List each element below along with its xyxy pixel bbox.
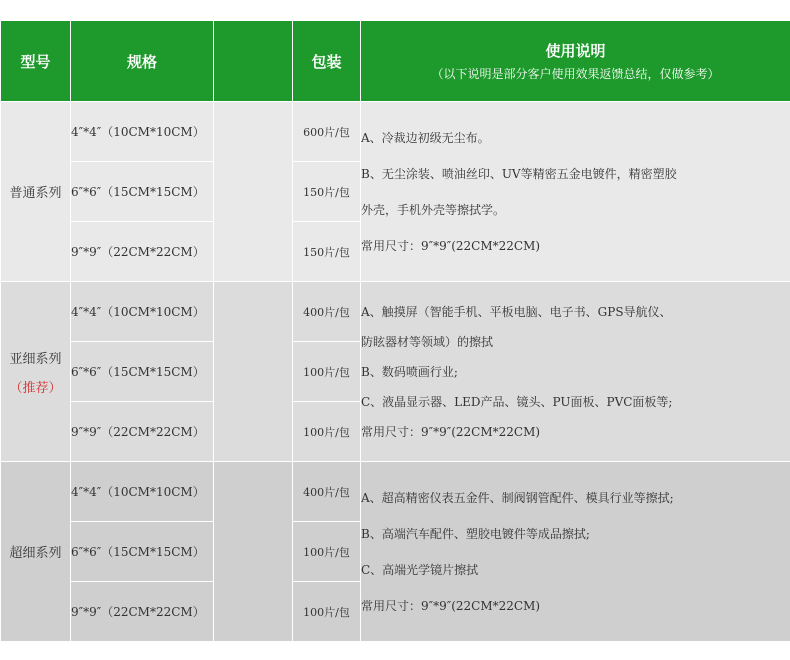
series-cell	[1, 102, 71, 282]
usage-note: （以下说明是部分客户使用效果返馈总结，仅做参考）	[431, 67, 720, 81]
pack-cell: 150片/包	[293, 222, 361, 282]
blank-cell	[214, 462, 293, 642]
table-header-row	[1, 21, 790, 102]
table-row	[1, 462, 790, 522]
pack-cell: 100片/包	[293, 342, 361, 402]
table-row	[1, 102, 790, 162]
header-usage	[361, 21, 790, 102]
series-cell	[1, 462, 71, 642]
size-cell: 6″*6″（15CM*15CM）	[71, 342, 214, 402]
usage-line: B、无尘涂装、喷油丝印、UV等精密五金电镀件，精密塑胶	[361, 166, 677, 181]
size-cell: 6″*6″（15CM*15CM）	[71, 162, 214, 222]
header-pack: 包装	[293, 21, 361, 102]
series-cell	[1, 282, 71, 462]
pack-cell: 100片/包	[293, 522, 361, 582]
pack-cell: 400片/包	[293, 462, 361, 522]
usage-cell	[361, 282, 790, 462]
spec-table	[0, 20, 790, 642]
size-cell: 9″*9″（22CM*22CM）	[71, 582, 214, 642]
usage-line: 常用尺寸：9″*9″(22CM*22CM)	[361, 424, 541, 439]
usage-line: 常用尺寸：9″*9″(22CM*22CM)	[361, 238, 541, 253]
series-name: 普通系列	[9, 186, 62, 201]
size-cell: 4″*4″（10CM*10CM）	[71, 462, 214, 522]
usage-line: C、液晶显示器、LED产品、镜头、PU面板、PVC面板等;	[361, 394, 673, 409]
size-cell: 9″*9″（22CM*22CM）	[71, 222, 214, 282]
blank-cell	[214, 282, 293, 462]
pack-cell: 100片/包	[293, 402, 361, 462]
usage-line: 外壳，手机外壳等擦拭学。	[361, 202, 506, 217]
header-model: 型号	[1, 21, 71, 102]
series-name: 超细系列	[9, 546, 62, 561]
size-cell: 4″*4″（10CM*10CM）	[71, 282, 214, 342]
header-blank	[214, 21, 293, 102]
size-cell: 9″*9″（22CM*22CM）	[71, 402, 214, 462]
blank-cell	[214, 102, 293, 282]
usage-line: A、超高精密仪表五金件、制阀钢管配件、模具行业等擦拭;	[361, 490, 674, 505]
pack-cell: 100片/包	[293, 582, 361, 642]
table-row	[1, 282, 790, 342]
usage-title: 使用说明	[545, 42, 606, 60]
size-cell: 6″*6″（15CM*15CM）	[71, 522, 214, 582]
usage-line: C、高端光学镜片擦拭	[361, 562, 479, 577]
pack-cell: 150片/包	[293, 162, 361, 222]
usage-line: 常用尺寸：9″*9″(22CM*22CM)	[361, 598, 541, 613]
pack-cell: 400片/包	[293, 282, 361, 342]
size-cell: 4″*4″（10CM*10CM）	[71, 102, 214, 162]
usage-line: A、触摸屏（智能手机、平板电脑、电子书、GPS导航仪、	[361, 304, 672, 319]
usage-line: 防眩器材等领域）的擦拭	[361, 334, 494, 349]
series-name: 亚细系列	[9, 351, 62, 367]
usage-line: B、高端汽车配件、塑胶电镀件等成品擦拭;	[361, 526, 590, 541]
usage-cell	[361, 102, 790, 282]
header-spec: 规格	[71, 21, 214, 102]
pack-cell: 600片/包	[293, 102, 361, 162]
usage-line: A、冷裁边初级无尘布。	[361, 130, 490, 145]
usage-cell	[361, 462, 790, 642]
usage-line: B、数码喷画行业;	[361, 364, 458, 379]
recommend-label: （推荐）	[9, 380, 62, 396]
